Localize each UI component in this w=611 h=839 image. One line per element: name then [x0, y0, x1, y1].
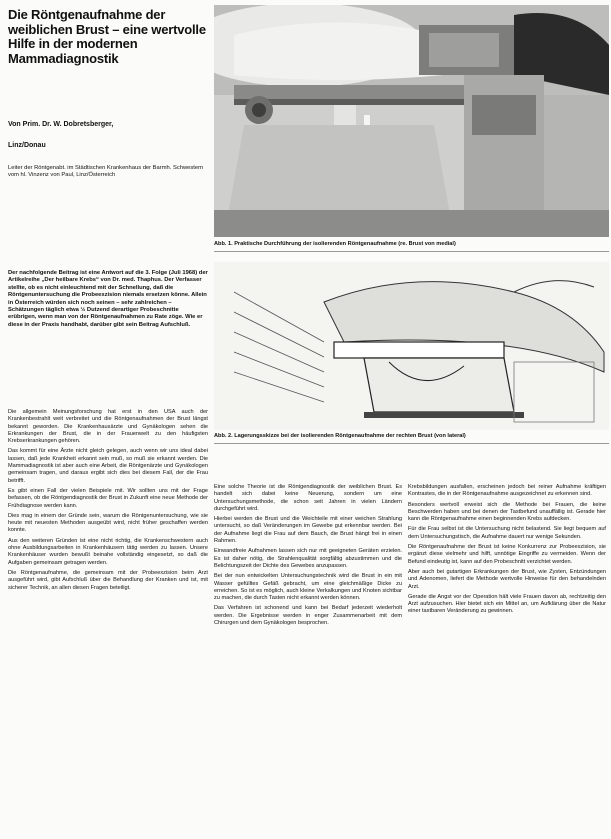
paragraph: Die Röntgenaufnahme, die gemeinsam mit der Probeexzision beim Arzt ausgeführt wird, gibt Aufschluß über die Behandlung der Kranken und ist, mit sicherer Technik, an allen diesen Fragen beteiligt.: [8, 569, 208, 591]
article-city: Linz/Donau: [8, 142, 46, 149]
paragraph: Besonders wertvoll erweist sich die Methode bei Frauen, die keine Beschwerden haben und bei denen der Tastbefund unauffällig ist. Gerade hier kann die Röntgenaufnahme einen beginnenden Krebs aufdecken.: [408, 501, 606, 523]
paragraph: Einwandfreie Aufnahmen lassen sich nur mit geeigneten Geräten erzielen. Es ist daher nötig, die Strahlenqualität sorgfältig abzustimmen und die Belichtungszeit der Dichte des Gewebes anzupassen.: [214, 548, 402, 569]
text-column-3: [408, 484, 606, 836]
article-author: Von Prim. Dr. W. Dobretsberger,: [8, 121, 114, 128]
text-column-1: [8, 409, 208, 837]
paragraph: Für die Frau selbst ist die Untersuchung nicht belastend. Sie liegt bequem auf dem Untersuchungstisch, die Aufnahme dauert nur wenige Sekunden.: [408, 526, 606, 540]
paragraph: Gerade die Angst vor der Operation hält viele Frauen davon ab, rechtzeitig den Arzt aufzusuchen. Hier bietet sich ein Mittel an, um Aufklärung über die Natur einer tastbaren Veränderung zu gewinnen.: [408, 593, 606, 615]
text-column-2: [214, 484, 402, 836]
author-affiliation: Leiter der Röntgenabt. im Städtischen Krankenhaus der Barmh. Schwestern vom hl. Vinzenz von Paul, Linz/Österreich: [8, 165, 204, 179]
paragraph: Das Verfahren ist schonend und kann bei Bedarf jederzeit wiederholt werden. Die Ergebnisse werden in enger Zusammenarbeit mit dem Chirurgen und dem Gynäkologen besprochen.: [214, 605, 402, 627]
paragraph: Aber auch bei gutartigen Erkrankungen der Brust, wie Zysten, Entzündungen und Adenomen, liefert die Methode wertvolle Hinweise für den behandelnden Arzt.: [408, 568, 606, 590]
figure-1-photo: [214, 5, 609, 237]
paragraph: Dies mag in einem der Gründe sein, warum die Röntgenuntersuchung, wie sie heute mit neuesten Methoden ausgeübt wird, nicht früher geschaffen werden konnte.: [8, 512, 208, 534]
figure-2-caption: Abb. 2. Lagerungsskizze bei der isolierenden Röntgenaufnahme der rechten Brust (von lateral): [214, 433, 466, 439]
article-intro: Der nachfolgende Beitrag ist eine Antwort auf die 3. Folge (Juli 1968) der Artikelreihe „Der heilbare Krebs“ von Dr. med. Thaphus. Der Verfasser stellte, ob es nicht einleuchtend mit der Schnellung, daß die Röntgenuntersuchung die Probeexzision niemals ersetzen könne. Allein in Österreich würden sich noch seinen – sehr zahlreichen – Schätzungen täglich etwa ½ Dutzend derartiger Probeschnitte erübrigen, wenn man von der Röntgenaufnahmen zu Rate zöge. Wie er diese in der Praxis handhabt, darüber gibt sein Beitrag Aufschluß.: [8, 270, 208, 328]
paragraph: Hierbei werden die Brust und die Weichteile mit einer weichen Strahlung untersucht, so daß Veränderungen im Gewebe gut erkennbar werden. Bei der Aufnahme liegt die Frau auf dem Bauch, die Brust hängt frei in einen Rahmen.: [214, 516, 402, 545]
positioning-sketch: [214, 262, 609, 430]
paragraph: Es gibt einen Fall der vielen Beispiele mit. Wir sollten uns mit der Frage befassen, ob die Röntgendiagnostik der Brust in Zukunft eine neue Methode der Frühdiagnose werden kann.: [8, 487, 208, 509]
paragraph: Krebsbildungen ausfallen, erscheinen jedoch bei reiner Aufnahme kräftigen Kontrastes, die in der Röntgenaufnahme ausgezeichnet zu erkennen sind.: [408, 484, 606, 498]
paragraph: Eine solche Theorie ist die Röntgendiagnostik der weiblichen Brust. Es handelt sich dabei keine Neuerung, sondern um eine Untersuchungsmethode, die schon seit Jahren in vielen Ländern durchgeführt wird.: [214, 484, 402, 512]
divider: [214, 443, 609, 444]
divider: [214, 251, 609, 252]
paragraph: Das kommt für eine Ärzte nicht gleich gelegen, auch wenn wir uns ideal dabei lassen, daß jede Krankheit erkannt sein muß, so muß sie erkannt werden. Die Mammadiagnostik ist aber auch eine Arbeit, die Röntgenärzte und Gynäkologen gemeinsam tragen, und daraus ergibt sich dies bei diesem Fall, der die Frau betrifft.: [8, 448, 208, 484]
paragraph: Die Röntgenaufnahme der Brust ist keine Konkurrenz zur Probeexzision, sie ergänzt diese vielmehr und hilft, unnötige Eingriffe zu vermeiden. Wenn der Befund eindeutig ist, kann auf den Probeschnitt verzichtet werden.: [408, 544, 606, 565]
figure-2-sketch: [214, 262, 609, 430]
paragraph: Aus den weiteren Gründen ist eine nicht richtig, die Krankenschwestern auch ohne Ausbildungsarbeiten in Krankenhäusern tätig werden zu lassen. Unsere Krankenhäuser wurden bewußt beinahe vollständig eingesetzt, so daß die Aufgaben gemeinsam getragen werden.: [8, 537, 208, 566]
article-title: Die Röntgenaufnahme der weiblichen Brust – eine wertvolle Hilfe in der modernen Mammadiagnostik: [8, 7, 206, 66]
paragraph: Bei der nun entwickelten Untersuchungstechnik wird die Brust in ein mit Wasser gefülltes Gefäß gebracht, um eine gleichmäßige Dicke zu erreichen. So ist es möglich, auch kleine Verkalkungen und Knoten sichtbar zu machen, die durch Tasten nicht erkannt werden können.: [214, 573, 402, 602]
paragraph: Die allgemein Meinungsforschung hat erst in den USA auch der Krankenbestrahlt weit verbreitet und die Röntgenaufnahmen der Brust längst bekannt geworden. Die Krankenhausärzte und Gynäkologen sehen die Erkrankungen der Brust, die in der Frauenwelt zu den häufigsten Krebserkrankungen gehören.: [8, 409, 208, 445]
radiography-apparatus-photo: [214, 5, 609, 237]
figure-1-caption: Abb. 1. Praktische Durchführung der isolierenden Röntgenaufnahme (re. Brust von medial): [214, 241, 456, 247]
